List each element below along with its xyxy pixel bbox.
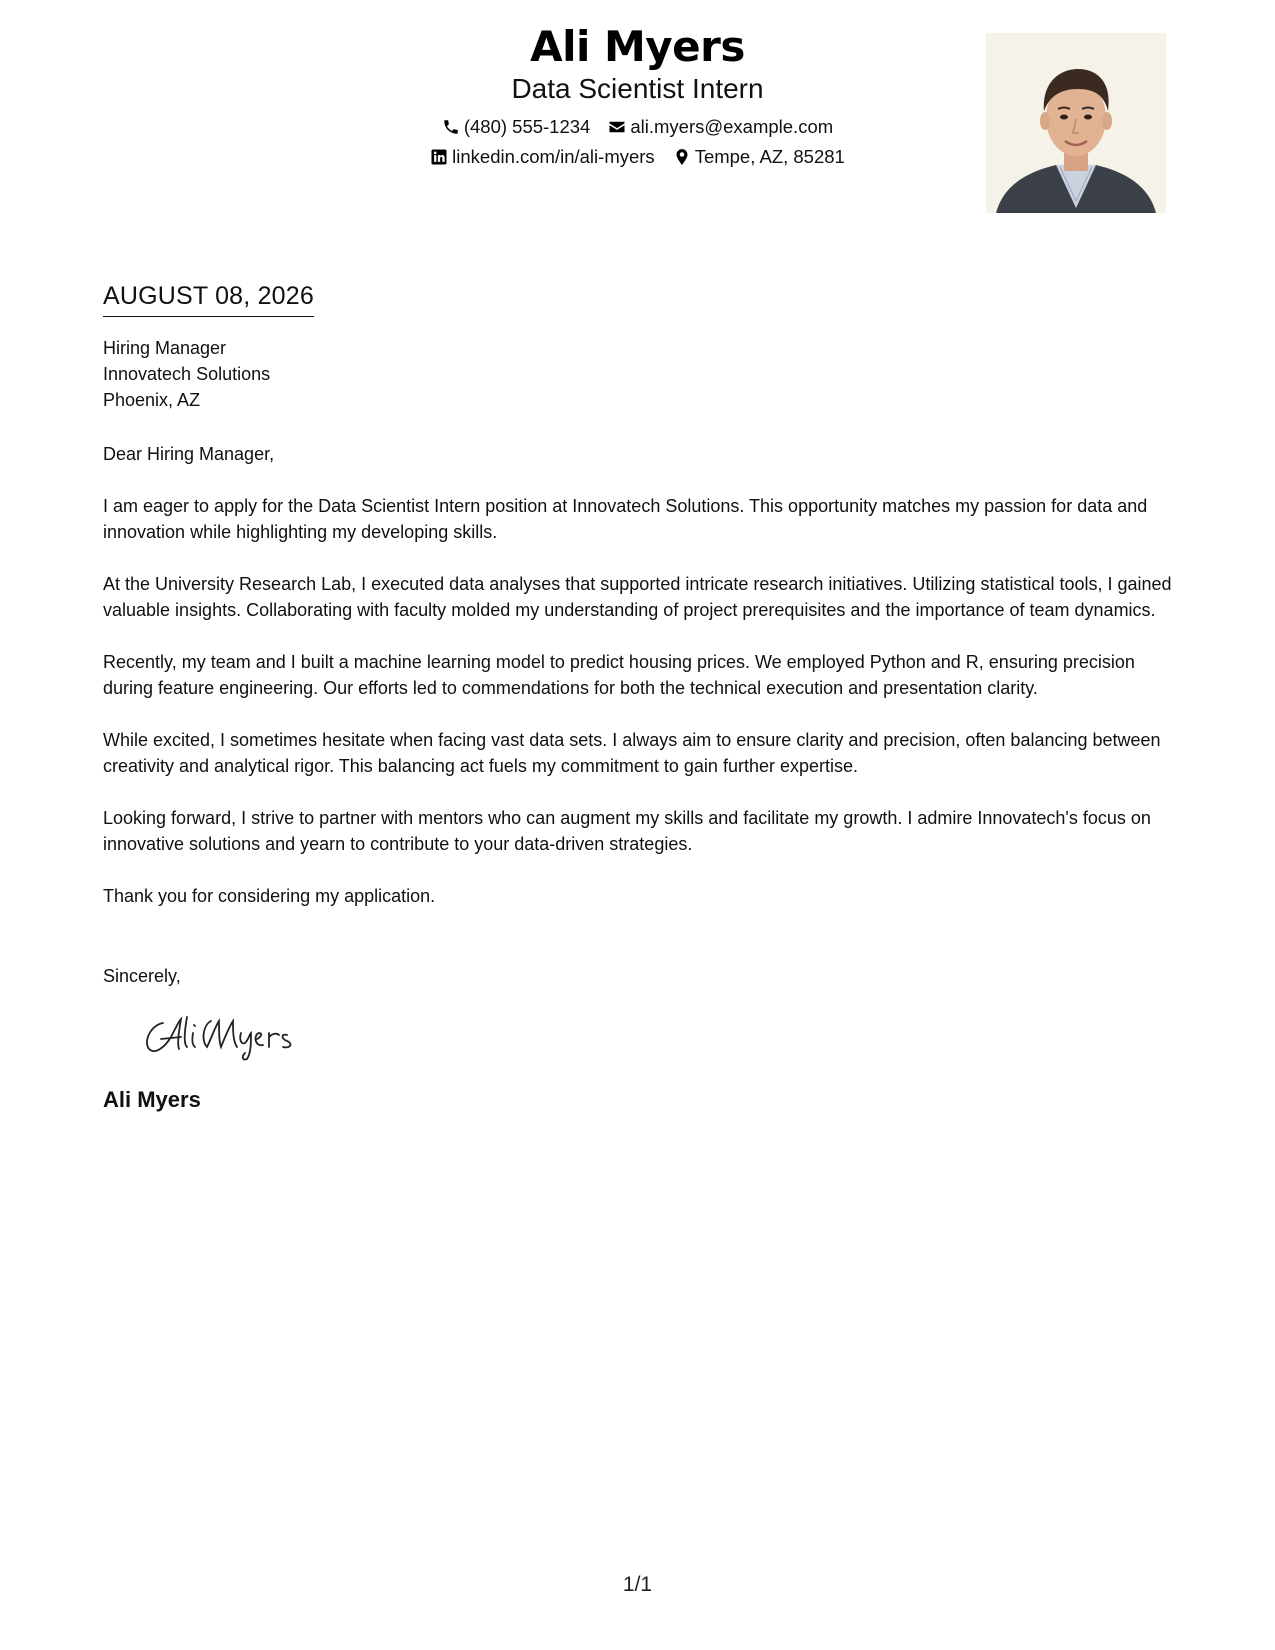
- recipient-block: [103, 335, 1183, 413]
- recipient-line: Phoenix, AZ: [103, 390, 201, 410]
- handwritten-signature: [141, 1007, 331, 1063]
- location-text: Tempe, AZ, 85281: [694, 146, 845, 167]
- phone-text: (480) 555-1234: [463, 116, 591, 137]
- linkedin-icon: [430, 148, 448, 166]
- applicant-name: Ali Myers: [530, 22, 745, 71]
- body-paragraph: I am eager to apply for the Data Scientist Intern position at Innovatech Solutions. This opportunity matches my passion for data and innovation while highlighting my developing skills.: [103, 496, 1148, 542]
- salutation: Dear Hiring Manager,: [103, 444, 275, 464]
- map-pin-icon: [673, 148, 691, 166]
- phone-icon: [442, 118, 460, 136]
- body-paragraph: Recently, my team and I built a machine learning model to predict housing prices. We employed Python and R, ensuring precision during feature engineering. Our efforts led to commendations for both the technical execution and presentation clarity.: [103, 652, 1135, 698]
- envelope-icon: [608, 118, 626, 136]
- body-paragraph: Looking forward, I strive to partner with mentors who can augment my skills and facilitate my growth. I admire Innovatech's focus on innovative solutions and yearn to contribute to your data-driven strategies.: [103, 808, 1151, 854]
- linkedin-contact[interactable]: [430, 142, 655, 172]
- signer-name: Ali Myers: [103, 1087, 201, 1112]
- location-contact: [673, 142, 845, 172]
- body-paragraph: At the University Research Lab, I executed data analyses that supported intricate research initiatives. Utilizing statistical tools, I gained valuable insights. Collaborating with faculty molded my understanding of project prerequisites and the importance of team dynamics.: [103, 574, 1172, 620]
- recipient-line: Innovatech Solutions: [103, 364, 271, 384]
- letter-date: AUGUST 08, 2026: [103, 278, 314, 317]
- applicant-title: Data Scientist Intern: [511, 73, 764, 104]
- linkedin-text: linkedin.com/in/ali-myers: [452, 146, 655, 167]
- email-text: ali.myers@example.com: [630, 116, 834, 137]
- page-number: 1/1: [622, 1573, 653, 1596]
- recipient-line: Hiring Manager: [103, 338, 227, 358]
- profile-photo: [986, 33, 1166, 213]
- body-paragraph: While excited, I sometimes hesitate when facing vast data sets. I always aim to ensure clarity and precision, often balancing between creativity and analytical rigor. This balancing act fuels my commitment to gain further expertise.: [103, 730, 1161, 776]
- email-contact[interactable]: [608, 112, 833, 142]
- closing: Sincerely,: [103, 966, 181, 986]
- phone-contact: [442, 112, 591, 142]
- body-paragraph: Thank you for considering my application.: [103, 886, 436, 906]
- letter-body: [103, 278, 1183, 1115]
